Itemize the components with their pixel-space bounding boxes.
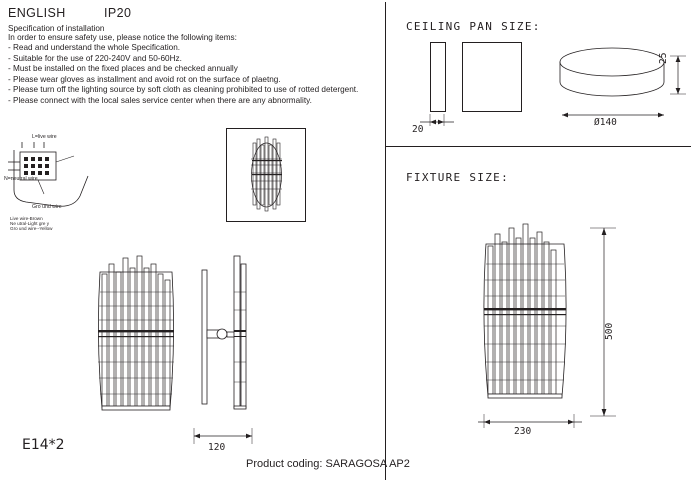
depth-dimension-label: 120 — [208, 442, 226, 453]
ip-rating-label: IP20 — [104, 6, 132, 20]
specification-item: - Please connect with the local sales service center when there are any abnormality. — [8, 95, 312, 105]
ceiling-pan-thickness-dimension — [414, 112, 462, 138]
ceiling-pan-thickness-label: 20 — [412, 124, 424, 135]
specification-item-list — [8, 43, 388, 107]
fixture-side-view — [200, 250, 252, 428]
depth-dimension — [186, 428, 266, 452]
language-label: ENGLISH — [8, 6, 66, 20]
ceiling-pan-diameter-dimension — [560, 108, 668, 130]
ceiling-pan-heading: CEILING PAN SIZE: — [406, 20, 541, 33]
ceiling-pan-diameter-label: Ø140 — [594, 117, 617, 128]
ceiling-pan-height-label: 25 — [658, 52, 669, 64]
horizontal-divider — [385, 146, 691, 147]
lamp-base-label: E14*2 — [22, 437, 65, 453]
ceiling-pan-disc — [556, 44, 668, 104]
fixture-height-dimension — [590, 224, 620, 420]
specification-item: - Read and understand the whole Specification. — [8, 43, 181, 52]
fixture-width-dimension — [476, 412, 586, 440]
ceiling-pan-height-dimension — [658, 52, 690, 100]
wiring-legend — [10, 216, 52, 231]
wiring-legend-item: Ne utral-Light gre y — [10, 221, 50, 226]
specification-item: - Please turn off the lighting source by soft cloth as cleaning prohibited to use of rotted detergent. — [8, 85, 359, 95]
wiring-ground-label: Gro und wire — [32, 204, 62, 210]
fixture-size-heading: FIXTURE SIZE: — [406, 171, 509, 184]
fixture-dimensioned-view — [470, 218, 580, 418]
wiring-legend-item: Live wire-Brown — [10, 216, 43, 221]
specification-item: - Must be installed on the fixed places and be checked annually — [8, 64, 238, 74]
ceiling-pan-front-rect — [462, 42, 522, 112]
fixture-front-view — [86, 250, 186, 428]
specification-title: Specification of installation — [8, 24, 105, 33]
wiring-live-label: L=live wire — [32, 134, 57, 140]
product-coding-label: Product coding: SARAGOSA AP2 — [246, 458, 410, 470]
ceiling-pan-side-thin — [430, 42, 446, 112]
fixture-height-label: 500 — [604, 322, 615, 340]
specification-item: - Suitable for the use of 220-240V and 50-60Hz. — [8, 53, 182, 63]
specification-item: - Please wear gloves as installment and avoid rot on the surface of plaetng. — [8, 74, 281, 84]
wiring-neutral-label: N=neutral wire — [4, 176, 38, 182]
specification-intro: In order to ensure safety use, please notice the following items: — [8, 33, 237, 42]
fixture-width-label: 230 — [514, 426, 532, 437]
lamp-detail-panel — [226, 128, 306, 222]
vertical-divider — [385, 2, 386, 480]
wiring-legend-item: Gro und wire--Yellow — [10, 226, 53, 231]
